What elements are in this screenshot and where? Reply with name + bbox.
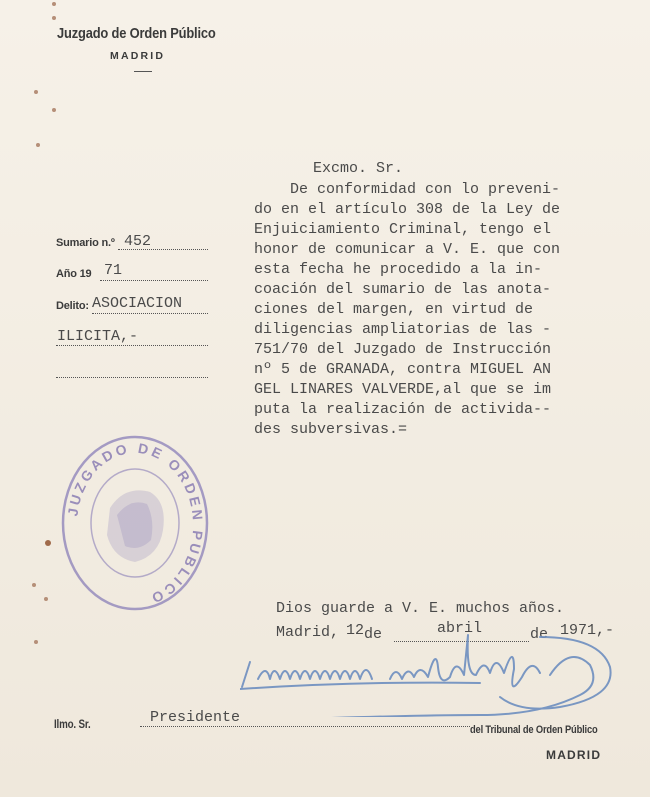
body-line: diligencias ampliatorias de las - bbox=[254, 321, 552, 338]
delito-label: Delito: bbox=[56, 300, 89, 312]
court-name: Juzgado de Orden Público bbox=[57, 25, 216, 42]
date-month: abril bbox=[437, 620, 483, 637]
body-line: De conformidad con lo preveni- bbox=[254, 181, 561, 198]
tribunal-city: MADRID bbox=[546, 748, 602, 762]
anio-dotted-line bbox=[100, 280, 208, 281]
body-line: honor de comunicar a V. E. que con bbox=[254, 241, 561, 258]
body-line: nº 5 de GRANADA, contra MIGUEL AN bbox=[254, 361, 552, 378]
delito-dotted-line1 bbox=[92, 313, 208, 314]
court-city: MADRID bbox=[110, 50, 166, 62]
date-day: 12 bbox=[346, 622, 365, 639]
body-line: coación del sumario de las anota- bbox=[254, 281, 552, 298]
date-year: 1971,- bbox=[560, 622, 615, 639]
closing-formula: Dios guarde a V. E. muchos años. bbox=[276, 600, 565, 617]
date-de-1: de bbox=[364, 626, 383, 643]
addressee: Presidente bbox=[150, 709, 241, 726]
body-line: des subversivas.= bbox=[254, 421, 408, 438]
body-line: ciones del margen, en virtud de bbox=[254, 301, 534, 318]
body-line: GEL LINARES VALVERDE,al que se im bbox=[254, 381, 552, 398]
sumario-label: Sumario n.º bbox=[56, 237, 115, 249]
body-line: 751/70 del Juzgado de Instrucción bbox=[254, 341, 552, 358]
date-de-2: de bbox=[530, 626, 549, 643]
salutation: Excmo. Sr. bbox=[313, 160, 404, 177]
sumario-dotted-line bbox=[118, 249, 208, 250]
body-line: esta fecha he procedido a la in- bbox=[254, 261, 543, 278]
anio-value: 71 bbox=[104, 262, 123, 279]
court-seal bbox=[55, 430, 215, 615]
seal-text: JUZGADO DE ORDEN PUBLICO bbox=[64, 439, 207, 608]
delito-dotted-line2 bbox=[56, 345, 208, 346]
sumario-value: 452 bbox=[124, 233, 152, 250]
delito-dotted-line3 bbox=[56, 377, 208, 378]
delito-value-line2: ILICITA,- bbox=[57, 328, 139, 345]
header-rule bbox=[134, 71, 152, 72]
tribunal-name: del Tribunal de Orden Público bbox=[470, 724, 598, 736]
delito-value-line1: ASOCIACION bbox=[92, 295, 183, 312]
addressee-dotted-line bbox=[140, 726, 470, 727]
body-line: Enjuiciamiento Criminal, tengo el bbox=[254, 221, 552, 238]
anio-label: Año 19 bbox=[56, 268, 92, 280]
addressee-label: Ilmo. Sr. bbox=[54, 719, 91, 731]
signature bbox=[240, 627, 640, 717]
date-place: Madrid, bbox=[276, 624, 340, 641]
body-line: puta la realización de activida-- bbox=[254, 401, 552, 418]
body-line: do en el artículo 308 de la Ley de bbox=[254, 201, 561, 218]
